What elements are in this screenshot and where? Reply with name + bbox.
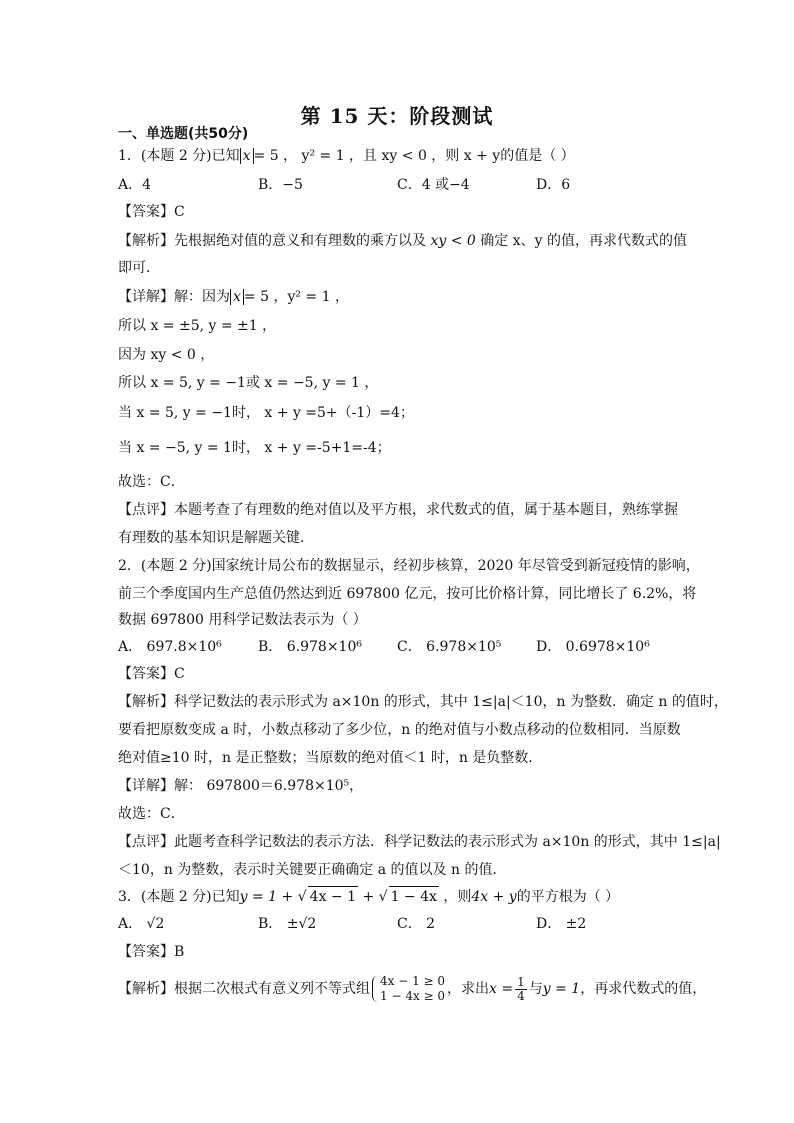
sqrt-sign: √ bbox=[297, 889, 307, 905]
q1-option-b: B．−5 bbox=[258, 177, 303, 193]
q3-answer: 【答案】B bbox=[118, 944, 185, 960]
q1-answer: 【答案】C bbox=[118, 204, 185, 220]
q2-analysis-1: 【解析】科学记数法的表示形式为 a×10n 的形式，其中 1≤|a|＜10，n 为整数．确定 n 的值时， bbox=[118, 694, 728, 710]
q1-detail-7: 故选：C． bbox=[118, 474, 185, 490]
q1-detail-4: 所以 x = 5, y = −1或 x = −5, y = 1 ， bbox=[118, 375, 379, 391]
q1-detail-1: 【详解】解：因为 x = 5 ，y² = 1 ， bbox=[118, 289, 349, 305]
q3-analysis: 【解析】根据二次根式有意义列不等式组 4x − 1 ≥ 0 1 − 4x ≥ 0 ，求出x = $\frac{1}{4}$ 与y = 1，再求代数式的值， bbox=[118, 974, 707, 1003]
q2-stem-1: 2．(本题 2 分)国家统计局公布的数据显示，经初步核算，2020 年尽管受到新冠疫情的影响， bbox=[118, 558, 700, 574]
fraction: $\frac{1}{4}$ bbox=[517, 974, 525, 1003]
q1-option-d: D．6 bbox=[536, 177, 571, 193]
page-title: 第 15 天：阶段测试 bbox=[300, 104, 494, 128]
q2-stem-3: 数据 697800 用科学记数法表示为（ ） bbox=[118, 612, 367, 628]
q1-detail-5: 当 x = 5, y = −1时， x + y =5+（-1）=4； bbox=[118, 405, 414, 421]
q2-answer: 【答案】C bbox=[118, 666, 185, 682]
q3-option-c: C． 2 bbox=[397, 916, 436, 932]
q1-option-a: A．4 bbox=[118, 177, 152, 193]
q2-comment-2: ＜10，n 为整数，表示时关键要正确确定 a 的值以及 n 的值． bbox=[118, 862, 507, 878]
q2-analysis-2: 要看把原数变成 a 时，小数点移动了多少位，n 的绝对值与小数点移动的位数相同．当原数 bbox=[118, 722, 681, 738]
q2-detail-2: 故选：C． bbox=[118, 806, 185, 822]
q3-option-d: D． ±2 bbox=[536, 916, 587, 932]
q2-comment-1: 【点评】此题考查科学记数法的表示方法．科学记数法的表示形式为 a×10n 的形式，其中 1≤|a| bbox=[118, 834, 721, 850]
q1-analysis-1: 【解析】先根据绝对值的意义和有理数的乘方以及 xy < 0 确定 x、y 的值，再求代数式的值 bbox=[118, 233, 687, 249]
q3-stem: 3．(本题 2 分)已知y = 1 + √ 4x − 1 + √ 1 − 4x ，则4x + y的平方根为（ ） bbox=[118, 886, 619, 907]
q2-option-b: B． 6.978×10⁶ bbox=[258, 639, 362, 655]
q2-option-a: A． 697.8×10⁶ bbox=[118, 639, 222, 655]
q1-stem: 1．(本题 2 分)已知 x = 5 ， y² = 1 ，且 xy < 0 ，则 x + y的值是（ ） bbox=[118, 148, 575, 164]
q1-detail-2: 所以 x = ±5, y = ±1 ， bbox=[118, 318, 277, 334]
q1-analysis-2: 即可． bbox=[118, 260, 160, 276]
q1-comment-1: 【点评】本题考查了有理数的绝对值以及平方根，求代数式的值，属于基本题目，熟练掌握 bbox=[118, 502, 678, 518]
q3-option-a: A． √2 bbox=[118, 916, 165, 932]
q1-detail-3: 因为 xy < 0 ， bbox=[118, 347, 215, 363]
q1-option-c: C．4 或−4 bbox=[397, 177, 470, 193]
q2-option-d: D． 0.6978×10⁶ bbox=[536, 639, 650, 655]
q2-stem-2: 前三个季度国内生产总值仍然达到近 697800 亿元，按可比价格计算，同比增长了 6.2%，将 bbox=[118, 586, 697, 602]
q3-option-b: B． ±√2 bbox=[258, 916, 317, 932]
q2-detail-1: 【详解】解： 697800＝6.978×10⁵， bbox=[118, 778, 364, 794]
q2-analysis-3: 绝对值≥10 时，n 是正整数；当原数的绝对值＜1 时，n 是负整数． bbox=[118, 750, 543, 766]
section-heading: 一、单选题(共50分) bbox=[118, 126, 249, 142]
sqrt-sign: √ bbox=[378, 889, 388, 905]
inequality-system: 4x − 1 ≥ 0 1 − 4x ≥ 0 bbox=[372, 974, 445, 1004]
q1-comment-2: 有理数的基本知识是解题关键． bbox=[118, 530, 314, 546]
q1-detail-6: 当 x = −5, y = 1时， x + y =-5+1=-4； bbox=[118, 440, 391, 456]
abs-x: x bbox=[240, 148, 254, 164]
q2-option-c: C． 6.978×10⁵ bbox=[397, 639, 502, 655]
